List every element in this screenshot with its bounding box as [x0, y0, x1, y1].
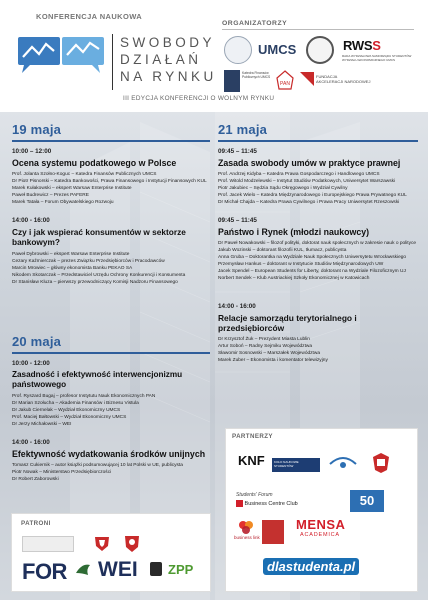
title-line-1: SWOBODY: [120, 35, 216, 50]
speaker: Jakub Wozinski – doktorant filozofii KUL, tłumacz, publicysta: [218, 248, 347, 254]
speaker: Piotr Nowak – Ministerstwo Przedsiębiorczości: [12, 470, 112, 476]
patrons-label: PATRONI: [21, 520, 51, 527]
rwss-logo-b: S: [372, 38, 381, 53]
coat-of-arms-icon: [92, 536, 112, 552]
speaker: Marcin Mrowiec – główny ekonomista Banku PEKAO SA: [12, 266, 133, 272]
header: [0, 0, 428, 112]
bcc-label: Business Centre Club: [244, 500, 298, 507]
pan-logo-text: PAN: [280, 81, 290, 87]
university-emblem-icon: [224, 36, 252, 64]
speaker: Dr Paweł Nowakowski – filozof polityki, doktorat nauk społecznych w zakresie nauk o polityce: [218, 240, 417, 246]
session-title: Efektywność wydatkowania środków unijnych: [12, 448, 206, 459]
edition-label: III EDYCJA KONFERENCJI O WOLNYM RYNKU: [123, 95, 275, 102]
speaker: Anna Gruba – Doktorantka na Wydziale Nauk Społecznych Uniwersytetu Wrocławskiego: [218, 255, 407, 261]
logo-separator: [112, 34, 113, 90]
speaker: Marek Zuber – Ekonomista i komentator telewizyjny: [218, 357, 328, 363]
finance-dept-label: Katedra Finansów Publicznych UMCS: [242, 71, 271, 80]
speaker: Paweł Budrewicz – Prezes PAFERE: [12, 192, 89, 198]
ministry-patron-icon: [22, 536, 74, 552]
speaker: Sławomir Sosnowski – Marszałek Województwa: [218, 350, 321, 356]
bird-logo-icon: [74, 561, 92, 579]
dlastudenta-part-1: dla: [267, 559, 286, 574]
day-19-date: 19 maja: [12, 122, 62, 137]
speaker-list: [218, 336, 418, 364]
session-time: 10:00 – 12:00: [12, 147, 52, 155]
speaker-list: [218, 240, 418, 283]
umcs-logo: UMCS: [258, 42, 297, 57]
speaker: Marek Kułakowski – ekspert Warsaw Enterprise Institute: [12, 185, 132, 191]
session-title: Zasadność i efektywność interwencjonizmu państwowego: [12, 369, 183, 389]
speaker: Prof. Andrzej Kidyba – Katedra Prawa Gospodarczego i Handlowego UMCS: [218, 171, 380, 177]
speaker: Tomasz Cukiernik – autor książki podsumowującej 10 lat Polski w UE, publicysta: [12, 462, 183, 468]
speaker: Dr Robert Zaborowski: [12, 477, 59, 483]
day-21-date: 21 maja: [218, 122, 268, 137]
speaker: Dr Jerzy Michałowski – WEI: [12, 421, 72, 427]
university-seal-icon: [306, 36, 334, 64]
session-title: Czy i jak wspierać konsumentów w sektorze bankowym?: [12, 226, 186, 247]
speaker-list: [12, 462, 210, 483]
business-link-icon: [238, 520, 254, 534]
speaker: Paweł Dybrowski – ekspert Warsaw Enterprise Institute: [12, 251, 130, 257]
business-centre-club-logo: [236, 500, 298, 507]
speaker: Dr Marian Szołucha – Akademia Finansów i Biznesu Vistula: [12, 400, 139, 406]
session-time: 10:00 - 12:00: [12, 359, 50, 367]
conference-title: [120, 34, 217, 85]
wei-logo: [98, 558, 138, 582]
speaker: Prof. Witold Modzelewski – Instytut Studiów Podatkowych, Uniwersytet Warszawski: [218, 178, 396, 184]
rwss-logo: [343, 38, 381, 53]
speaker-list: [12, 171, 210, 206]
session-title: Zasada swobody umów w praktyce prawnej: [218, 157, 401, 168]
dlastudenta-logo: [263, 558, 359, 575]
partner-emblem-icon: [372, 452, 390, 474]
speaker: Cezary Kaźmierczak – prezes Związku Przedsiębiorców i Pracodawców: [12, 259, 165, 265]
rwss-subtitle: RADA WYDZIAŁOWA SAMORZĄDU STUDENTÓW WYDZIAŁU EKONOMICZNEGO UMCS: [342, 54, 412, 62]
zpp-logo: ZPP: [168, 562, 194, 577]
session-title: Państwo i Rynek (młodzi naukowcy): [218, 226, 370, 237]
fifty-logo: 50: [350, 490, 384, 512]
speaker: Nikodem Skotarczak – Przedstawiciel Urzędu Ochrony Konkurencji i Konsumenta: [12, 273, 186, 279]
pan-logo-icon: [276, 70, 294, 90]
knf-logo: KNF: [238, 453, 265, 468]
bcc-mark-icon: [236, 500, 243, 507]
day-19-divider: [12, 140, 210, 142]
day-21-divider: [218, 140, 418, 142]
session-time: 09:45 – 11:45: [218, 216, 257, 224]
speaker-list: [12, 251, 210, 286]
organizers-label: ORGANIZATORZY: [222, 20, 288, 27]
speaker: Dr Michał Chajda – Katedra Prawa Cywilnego i Prawa Pracy Uniwersytet Rzeszowski: [218, 199, 400, 205]
students-forum-label: Students' Forum: [236, 492, 273, 498]
speaker: Dr Piotr Pisnorski – Katedra Bankowości, Prawa Finansowego i Instytucji Finansowych KUL: [12, 178, 207, 184]
speaker: Prof. Maciej Bałtowski – Wydział Ekonomiczny UMCS: [12, 414, 127, 420]
title-line-3: NA RYNKU: [120, 69, 217, 84]
kns-logo: KOŁO NAUKOWE STUDENTÓW: [272, 458, 320, 472]
session-title: Ocena systemu podatkowego w Polsce: [12, 157, 177, 168]
day-21-column: [218, 122, 418, 364]
regional-crest-icon: [124, 535, 140, 553]
conference-label: KONFERENCJA NAUKOWA: [36, 12, 143, 21]
speaker: Jacek Spendel – European Students for Liberty, doktorant na Wydziale Filozoficznym UJ: [218, 269, 406, 275]
speaker: Marek Tatała – Forum Obywatelskiego Rozwoju: [12, 199, 114, 205]
speaker: Przemysław Hankus – doktorant w Instytucie Studiów Międzynarodowych UW: [218, 262, 384, 268]
title-line-2: DZIAŁAŃ: [120, 52, 202, 67]
partners-label: PARTNERZY: [232, 433, 273, 440]
speaker: Dr Krzysztof Żuk – Prezydent Miasta Lublin: [218, 336, 310, 342]
day-20-date: 20 maja: [12, 334, 62, 349]
partner-badge-icon: [262, 520, 284, 544]
day-19-column: [12, 122, 210, 286]
mensa-subtitle: ACADEMICA: [300, 532, 340, 538]
speaker: Dr Jakub Ciernelak – Wydział Ekonomiczny UMCS: [12, 407, 121, 413]
dlastudenta-part-2: studenta: [285, 559, 340, 574]
fundacja-mark-icon: [300, 72, 314, 86]
speaker: Prof. Jolanta Szołno-Koguc – Katedra Finansów Publicznych UMCS: [12, 171, 157, 177]
finance-dept-emblem-icon: [224, 70, 240, 92]
session-time: 14:00 - 16:00: [218, 302, 256, 310]
for-logo: FOR: [22, 559, 67, 584]
rwss-logo-a: RWS: [343, 38, 373, 53]
speaker: Piotr Jakubiec – Sędzia Sądu Okręgowego i Wydział Cywilny: [218, 185, 348, 191]
dlastudenta-part-3: .pl: [339, 559, 356, 574]
patron-mark-icon: [150, 562, 162, 576]
day-20-column: [12, 334, 210, 483]
business-link-label: business link: [234, 535, 260, 540]
session-time: 14:00 - 16:00: [12, 216, 50, 224]
speaker: Norbert Sendek – Klub Austriackiej Szkoły Ekonomicznej w Katowicach: [218, 276, 370, 282]
speaker: Artur Soboń – Radny Sejmiku Województwa: [218, 343, 313, 349]
mensa-logo: MENSA: [296, 517, 346, 532]
session-time: 14:00 - 16:00: [12, 438, 50, 446]
speaker-list: [12, 393, 210, 428]
speaker: Prof. Jacek Wielo – Katedra Międzynarodowego i Europejskiego Prawa Prywatnego KUL: [218, 192, 407, 198]
conference-logo-icon: [14, 35, 106, 85]
students-logo-icon: [328, 452, 358, 472]
speaker-list: [218, 171, 418, 206]
fundacja-label: FUNDACJA AKCELERACJI NARODOWEJ: [316, 74, 371, 84]
organizers-divider: [222, 29, 414, 30]
session-title: Relacje samorządu terytorialnego i przedsiębiorców: [218, 312, 357, 333]
session-time: 09:45 – 11:45: [218, 147, 257, 155]
speaker: Prof. Ryszard Bugaj – profesor Instytutu Nauk Ekonomicznych PAN: [12, 393, 156, 399]
day-20-divider: [12, 352, 210, 354]
wei-logo-text: WEI: [98, 558, 138, 581]
speaker: Dr Stanisław Kluza – pierwszy przewodniczący Komisji Nadzoru Finansowego: [12, 280, 178, 286]
